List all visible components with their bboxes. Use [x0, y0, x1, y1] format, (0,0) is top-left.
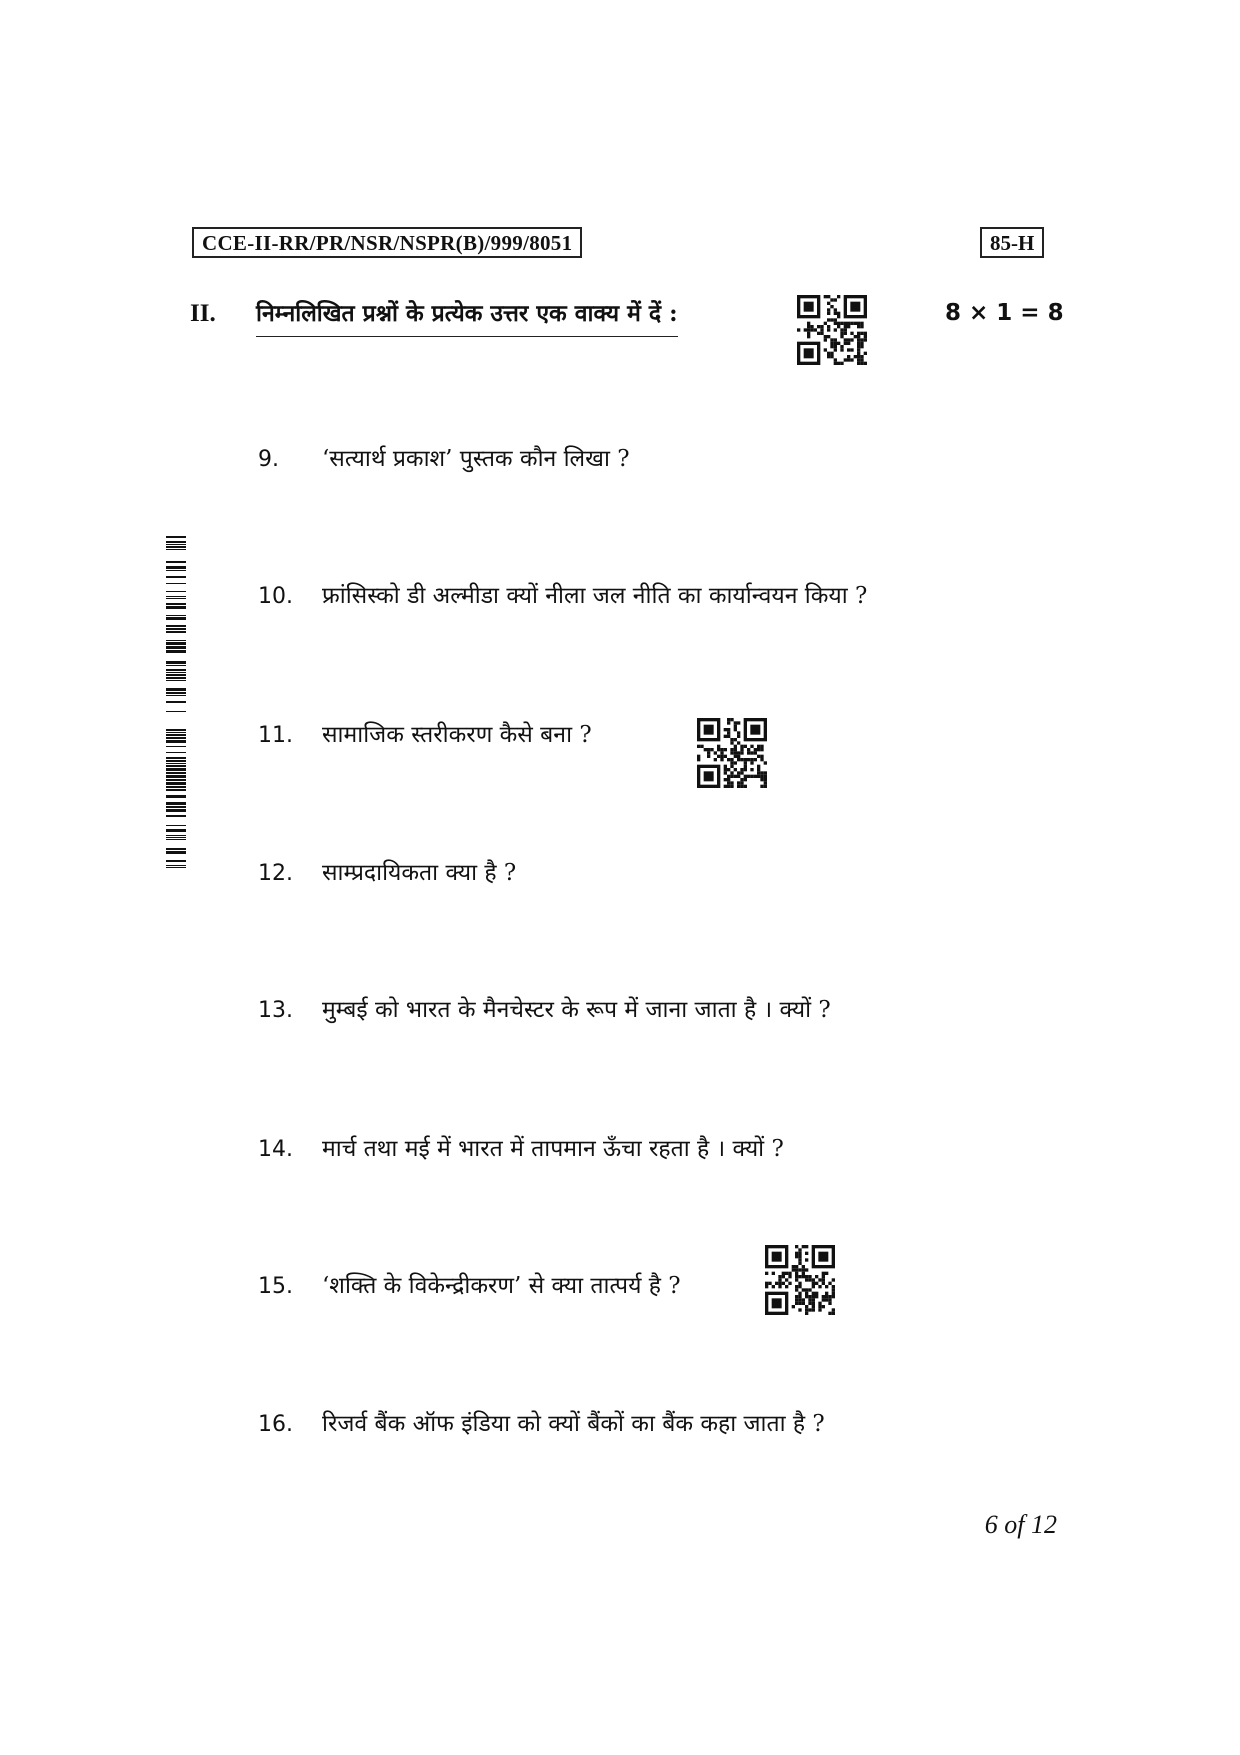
qr-code-icon [765, 1245, 835, 1315]
qr-code-icon [697, 718, 767, 788]
question-number: 12. [258, 861, 293, 886]
section-marks: 8 × 1 = 8 [945, 300, 1064, 326]
question-number: 13. [258, 998, 293, 1023]
paper-code: CCE-II-RR/PR/NSR/NSPR(B)/999/8051 [202, 231, 573, 255]
subject-code: 85-H [990, 231, 1035, 255]
question-16 [258, 1406, 825, 1438]
question-11 [258, 717, 592, 749]
question-number: 9. [258, 447, 279, 472]
section-title: निम्नलिखित प्रश्नों के प्रत्येक उत्तर एक वाक्य में दें : [256, 296, 678, 337]
paper-code-box [192, 227, 582, 258]
question-number: 16. [258, 1412, 293, 1437]
question-text: सामाजिक स्तरीकरण कैसे बना ? [322, 722, 592, 748]
question-number: 10. [258, 584, 293, 609]
question-text: मुम्बई को भारत के मैनचेस्टर के रूप में जाना जाता है । क्यों ? [322, 997, 831, 1023]
question-number: 15. [258, 1274, 293, 1299]
question-9 [258, 441, 630, 473]
question-text: साम्प्रदायिकता क्या है ? [322, 860, 517, 886]
question-15 [258, 1268, 681, 1300]
question-text: फ्रांसिस्को डी अल्मीडा क्यों नीला जल नीति का कार्यान्वयन किया ? [322, 583, 868, 609]
question-text: मार्च तथा मई में भारत में तापमान ऊँचा रहता है । क्यों ? [322, 1136, 784, 1162]
qr-code-icon [797, 295, 867, 365]
question-number: 14. [258, 1137, 293, 1162]
question-text: ‘शक्ति के विकेन्द्रीकरण’ से क्या तात्पर्य है ? [322, 1273, 681, 1299]
question-13 [258, 992, 831, 1024]
question-14 [258, 1131, 784, 1163]
section-number: II. [190, 300, 216, 327]
question-number: 11. [258, 723, 293, 748]
barcode-icon [166, 536, 186, 868]
question-10 [258, 578, 867, 610]
page-number: 6 of 12 [984, 1510, 1057, 1539]
question-text: रिजर्व बैंक ऑफ इंडिया को क्यों बैंकों का बैंक कहा जाता है ? [322, 1411, 825, 1437]
subject-code-box [980, 227, 1044, 258]
question-12 [258, 855, 516, 887]
question-text: ‘सत्यार्थ प्रकाश’ पुस्तक कौन लिखा ? [322, 446, 630, 472]
